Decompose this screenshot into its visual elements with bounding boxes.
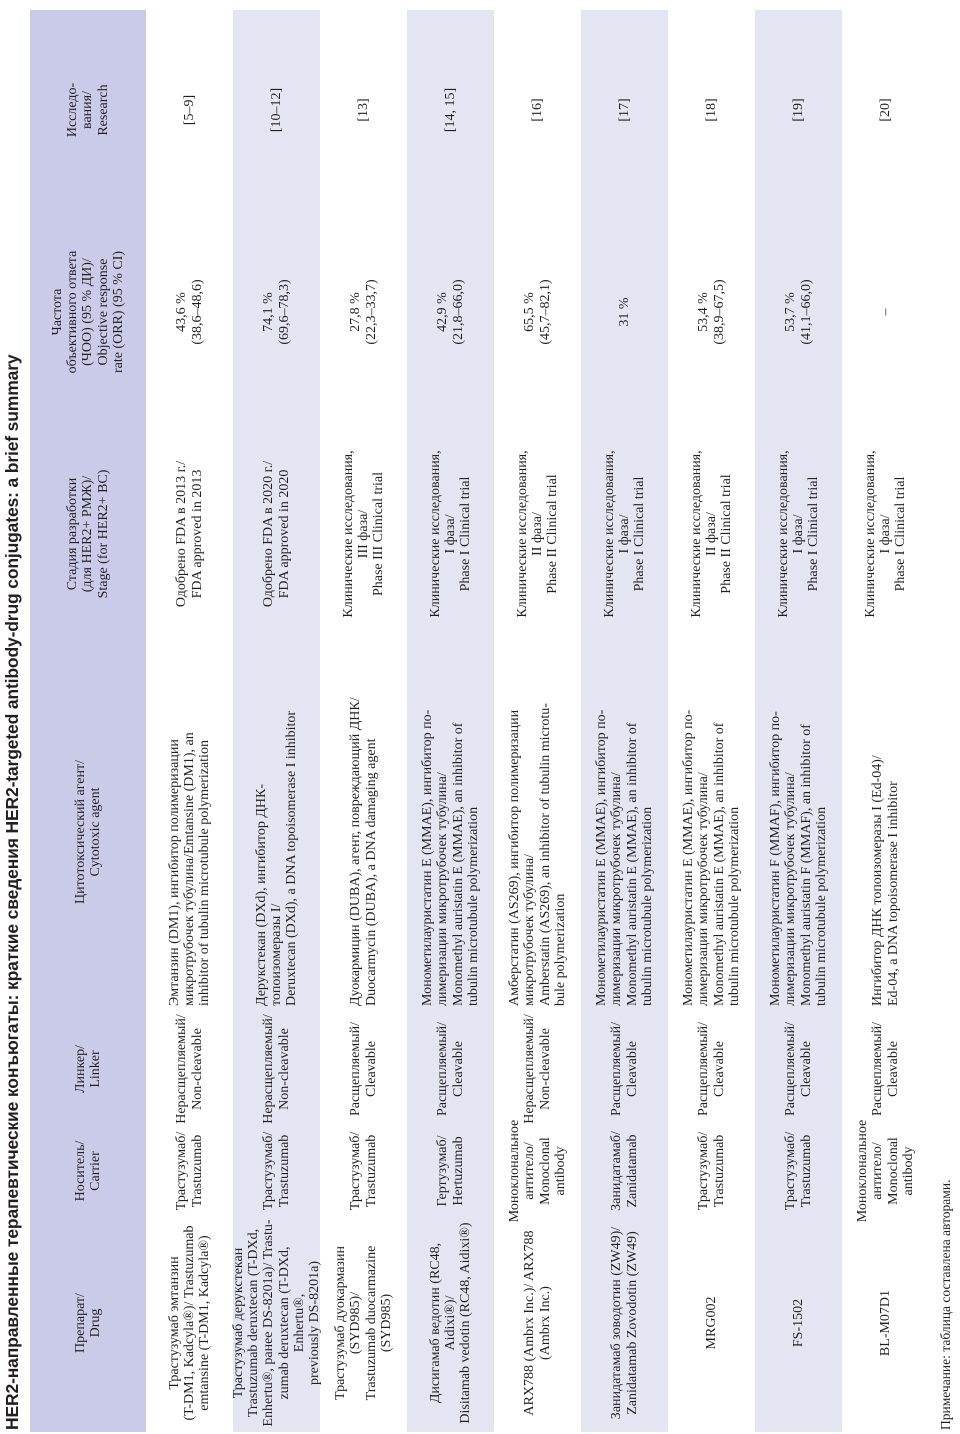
cytotoxic-agent-cell: Дерукстекан (DXd), ингибитор ДНК- топоизомеразы I/ Deruxtecan (DXd), a DNA topoisomerase I inhibitor (253, 710, 300, 1006)
cytotoxic-agent-cell: Амберстатин (AS269), ингибитор полимеризации микротрубочек тубулина/ Amberstatin (AS269), an inhibitor of tubulin microtu- bule polymerization (507, 703, 568, 1006)
carrier-cell: Трастузумаб/ Trastuzumab (174, 1131, 205, 1211)
research-cell: [17] (616, 98, 632, 122)
linker-cell: Нерасщепляемый/ Non-cleavable (261, 1014, 292, 1124)
header-orr: Частота объективного ответа (ЧОО) (95 % ДИ)/ Objective response rate (ORR) (95 % CI) (49, 250, 126, 374)
research-cell: [19] (790, 98, 806, 122)
stage-cell: Клинические исследования, III фаза/ Phase III Clinical trial (340, 450, 387, 618)
table-row (320, 10, 407, 1432)
table-row (755, 10, 842, 1432)
table-note: Примечание: таблица составлена авторами. (938, 1179, 953, 1430)
orr-cell: 65,5 % (45,7–82,1) (522, 279, 553, 345)
carrier-cell: Трастузумаб/ Trastuzumab (261, 1131, 292, 1211)
orr-cell: 53,4 % (38,9–67,5) (696, 279, 727, 345)
research-cell: [18] (703, 98, 719, 122)
stage-cell: Клинические исследования, II фаза/ Phase II Clinical trial (514, 450, 561, 618)
table-row (494, 10, 581, 1432)
carrier-cell: Моноклональное антитело/ Monoclonal antibody (507, 1119, 568, 1223)
table-header-row (30, 10, 146, 1432)
carrier-cell: Гертузумаб/ Hertuzumab (435, 1135, 466, 1207)
header-cytotoxic-agent: Цитотоксический агент/ Cytotoxic agent (72, 759, 103, 905)
header-linker: Линкер/ Linker (72, 1044, 103, 1094)
cytotoxic-agent-cell: Монометилауристатин Е (MMAE), ингибитор по- лимеризации микротрубочек тубулина/ Monomethyl auristatin E (MMAE), an inhibitor of tubulin microtubule polymerization (681, 709, 742, 1006)
orr-cell: 27,8 % (22,3–33,7) (348, 279, 379, 345)
drug-cell: Трастузумаб дуокармазин (SYD985)/ Trastuzumab duocarmazine (SYD985) (333, 1245, 394, 1401)
stage-cell: Одобрено FDA в 2013 г./ FDA approved in 2013 (174, 460, 205, 608)
linker-cell: Расщепляемый/ Cleavable (870, 1022, 901, 1116)
carrier-cell: Трастузумаб/ Trastuzumab (348, 1131, 379, 1211)
orr-cell: 42,9 % (21,8–66,0) (435, 279, 466, 345)
drug-cell: Трастузумаб дерукстекан Trastuzumab deruxtecan (T-DXd, Enhertu®, ранее DS-8201a)/ Trastu- zumab deruxtecan (T-DXd, Enhertu®, previously DS-8201a) (230, 1219, 322, 1427)
orr-cell: 53,7 % (41,1–66,0) (783, 279, 814, 345)
drug-cell: Дисигамаб ведотин (RC48, Aidixi®)/ Disitamab vedotin (RC48, Aidixi®) (427, 1222, 474, 1424)
carrier-cell: Трастузумаб/ Trastuzumab (696, 1131, 727, 1211)
stage-cell: Клинические исследования, II фаза/ Phase II Clinical trial (688, 450, 735, 618)
header-stage: Стадия разработки (для HER2+ РМЖ)/ Stage (for HER2+ BC) (65, 469, 111, 599)
table-row (407, 10, 494, 1432)
header-drug: Препарат/ Drug (72, 1293, 103, 1353)
research-cell: [14, 15] (442, 87, 458, 133)
table-row (842, 10, 929, 1432)
header-carrier: Носитель/ Carrier (72, 1140, 103, 1202)
adc-table (30, 10, 930, 1432)
carrier-cell: Занидатамаб/ Zanidatamab (609, 1131, 640, 1211)
table-row (230, 10, 322, 1432)
research-cell: [5–9] (181, 94, 197, 126)
research-cell: [20] (877, 98, 893, 122)
research-cell: [10–12] (268, 87, 284, 133)
cytotoxic-agent-cell: Дуокармицин (DUBA), агент, повреждающий ДНК/ Duocarmycin (DUBA), a DNA damaging agent (348, 697, 379, 1006)
orr-cell: 43,6 % (38,6–48,6) (174, 279, 205, 345)
drug-cell: ARX788 (Ambrx Inc.)/ ARX788 (Ambrx Inc.) (522, 1230, 553, 1416)
linker-cell: Нерасщепляемый/ Non-cleavable (174, 1014, 205, 1124)
research-cell: [13] (355, 98, 371, 122)
cytotoxic-agent-cell: Монометилауристатин Е (MMAE), ингибитор по- лимеризации микротрубочек тубулина/ Monomethyl auristatin E (MMAE), an inhibitor of tubulin microtubule polymerization (594, 709, 655, 1006)
linker-cell: Расщепляемый/ Cleavable (348, 1022, 379, 1116)
carrier-cell: Трастузумаб/ Trastuzumab (783, 1131, 814, 1211)
stage-cell: Клинические исследования, I фаза/ Phase I Clinical trial (775, 450, 822, 618)
stage-cell: Клинические исследования, I фаза/ Phase I Clinical trial (601, 450, 648, 618)
research-cell: [16] (529, 98, 545, 122)
linker-cell: Расщепляемый/ Cleavable (609, 1022, 640, 1116)
drug-cell: Трастузумаб эмтанзин (T-DM1, Kadcyla®)/ Trastuzumab emtansine (T-DM1, Kadcyla®) (166, 1225, 213, 1421)
orr-cell: – (877, 308, 893, 316)
cytotoxic-agent-cell: Эмтанзин (DM1), ингибитор полимеризации микротрубочек тубулина/Emtansine (DM1), an inhibitor of tubulin microtubule polymerization (166, 732, 213, 1006)
cytotoxic-agent-cell: Монометилауристатин Е (MMAE), ингибитор по- лимеризации микротрубочек тубулина/ Monomethyl auristatin E (MMAE), an inhibitor of tubulin microtubule polymerization (420, 709, 481, 1006)
drug-cell: Занидатамаб зоводотин (ZW49)/ Zanidatamab Zovodotin (ZW49) (609, 1226, 640, 1420)
linker-cell: Расщепляемый/ Cleavable (435, 1022, 466, 1116)
table-row (146, 10, 233, 1432)
orr-cell: 31 % (616, 297, 632, 327)
header-research: Исследо- вания/ Research (65, 82, 111, 138)
table-title: HER2-направленные терапевтические конъюгаты: краткие сведения HER2-targeted antibody-drug conjugates: a brief summary (2, 354, 22, 1430)
table-body (146, 10, 929, 1432)
stage-cell: Клинические исследования, I фаза/ Phase I Clinical trial (862, 450, 909, 618)
stage-cell: Одобрено FDA в 2020 г./ FDA approved in 2020 (261, 460, 292, 608)
cytotoxic-agent-cell: Монометилауристатин F (MMAF), ингибитор по- лимеризации микротрубочек тубулина/ Monomethyl auristatin F (MMAF), an inhibitor of tubulin microtubule polymerization (768, 711, 829, 1006)
linker-cell: Расщепляемый/ Cleavable (783, 1022, 814, 1116)
drug-cell: MRG002 (703, 1296, 719, 1350)
carrier-cell: Моноклональное антитело/ Monoclonal antibody (855, 1119, 916, 1223)
drug-cell: BL-M07D1 (877, 1289, 893, 1357)
table-row (581, 10, 668, 1432)
linker-cell: Нерасщепляемый/ Non-cleavable (522, 1014, 553, 1124)
linker-cell: Расщепляемый/ Cleavable (696, 1022, 727, 1116)
table-row (668, 10, 755, 1432)
drug-cell: FS-1502 (790, 1298, 806, 1348)
stage-cell: Клинические исследования, I фаза/ Phase I Clinical trial (427, 450, 474, 618)
orr-cell: 74,1 % (69,6–78,3) (261, 279, 292, 345)
cytotoxic-agent-cell: Ингибитор ДНК топоизомеразы I (Ed-04)/ Ed-04, a DNA topoisomerase I inhibitor (870, 755, 901, 1006)
